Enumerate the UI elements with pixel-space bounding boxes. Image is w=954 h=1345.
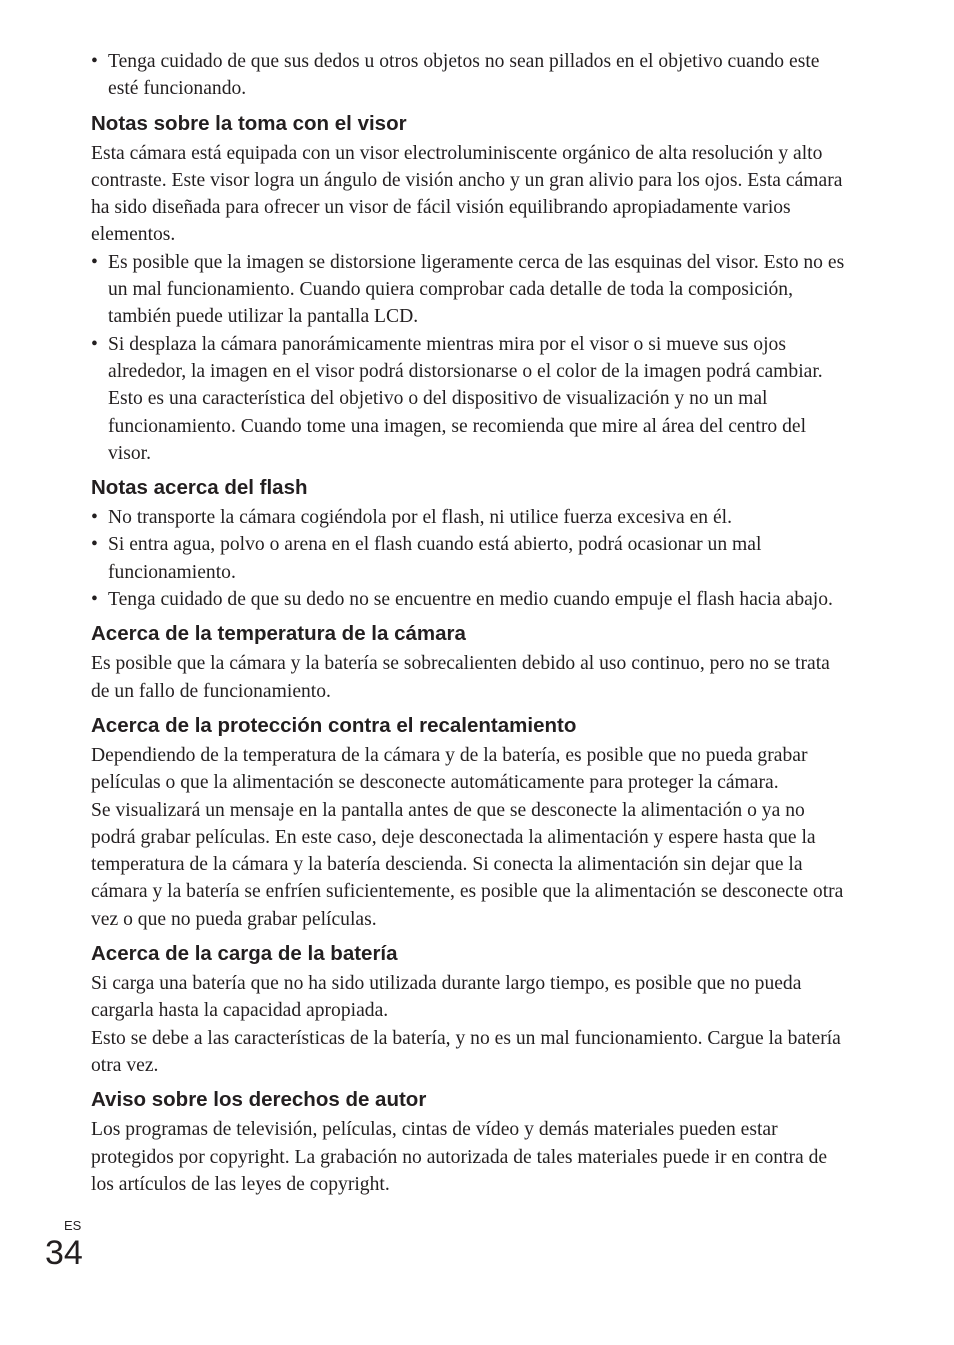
battery-paragraph-2: Esto se debe a las características de la batería, y no es un mal funcionamiento. Cargue la batería otra vez. bbox=[91, 1027, 841, 1076]
visor-bullet-2: • Si desplaza la cámara panorámicamente mientras mira por el visor o si mueve sus ojos alrededor, la imagen en el visor podrá distorsionarse o el color de la imagen podrá cambiar. Esto es una característica del objetivo o del dispositivo de visualización y no un mal funcionamiento. Cuando tome una imagen, se recomienda que mire al área del centro del visor. bbox=[91, 331, 846, 467]
heading-copyright: Aviso sobre los derechos de autor bbox=[91, 1088, 427, 1112]
heading-visor: Notas sobre la toma con el visor bbox=[91, 111, 407, 135]
language-code: ES bbox=[64, 1218, 82, 1233]
heading-overheat: Acerca de la protección contra el recalentamiento bbox=[91, 713, 577, 737]
page-number: 34 bbox=[45, 1234, 83, 1272]
heading-battery: Acerca de la carga de la batería bbox=[91, 942, 398, 966]
overheat-paragraph-2: Se visualizará un mensaje en la pantalla antes de que se desconecte la alimentación o ya no podrá grabar películas. En este caso, deje desconectada la alimentación y espere hasta que la temperatura de la cámara y la batería descienda. Si conecta la alimentación sin dejar que la cámara y la batería se enfríen suficientemente, es posible que la alimentación se desconecte otra vez o que no pueda grabar películas. bbox=[91, 799, 844, 930]
copyright-paragraph: Los programas de televisión, películas, cintas de vídeo y demás materiales pueden estar protegidos por copyright. La grabación no autorizada de tales materiales puede ir en contra de los artículos de las leyes de copyright. bbox=[91, 1119, 828, 1195]
temperature-paragraph: Es posible que la cámara y la batería se sobrecalienten debido al uso continuo, pero no se trata de un fallo de funcionamiento. bbox=[91, 653, 830, 702]
intro-bullet-1: • Tenga cuidado de que sus dedos u otros objetos no sean pillados en el objetivo cuando este esté funcionando. bbox=[91, 48, 846, 103]
visor-bullet-1: • Es posible que la imagen se distorsione ligeramente cerca de las esquinas del visor. Esto no es un mal funcionamiento. Cuando quiera comprobar cada detalle de toda la composición, también puede utilizar la pantalla LCD. bbox=[91, 249, 846, 331]
page-content bbox=[91, 48, 846, 1198]
overheat-paragraph-1: Dependiendo de la temperatura de la cámara y de la batería, es posible que no pueda grabar películas o que la alimentación se desconecte automáticamente para proteger la cámara. bbox=[91, 744, 808, 794]
flash-bullet-2: • Si entra agua, polvo o arena en el flash cuando está abierto, podrá ocasionar un mal funcionamiento. bbox=[91, 531, 846, 586]
heading-flash: Notas acerca del flash bbox=[91, 476, 308, 500]
flash-bullet-3: • Tenga cuidado de que su dedo no se encuentre en medio cuando empuje el flash hacia abajo. bbox=[91, 586, 846, 613]
heading-temperature: Acerca de la temperatura de la cámara bbox=[91, 622, 466, 646]
flash-bullet-1: • No transporte la cámara cogiéndola por el flash, ni utilice fuerza excesiva en él. bbox=[91, 504, 846, 531]
visor-paragraph: Esta cámara está equipada con un visor electroluminiscente orgánico de alta resolución y alto contraste. Este visor logra un ángulo de visión ancho y un gran alivio para los ojos. Esta cámara ha sido diseñada para ofrecer un visor de fácil visión equilibrando apropiadamente varios elementos. bbox=[91, 142, 843, 246]
battery-paragraph-1: Si carga una batería que no ha sido utilizada durante largo tiempo, es posible que no pueda cargarla hasta la capacidad apropiada. bbox=[91, 973, 802, 1022]
